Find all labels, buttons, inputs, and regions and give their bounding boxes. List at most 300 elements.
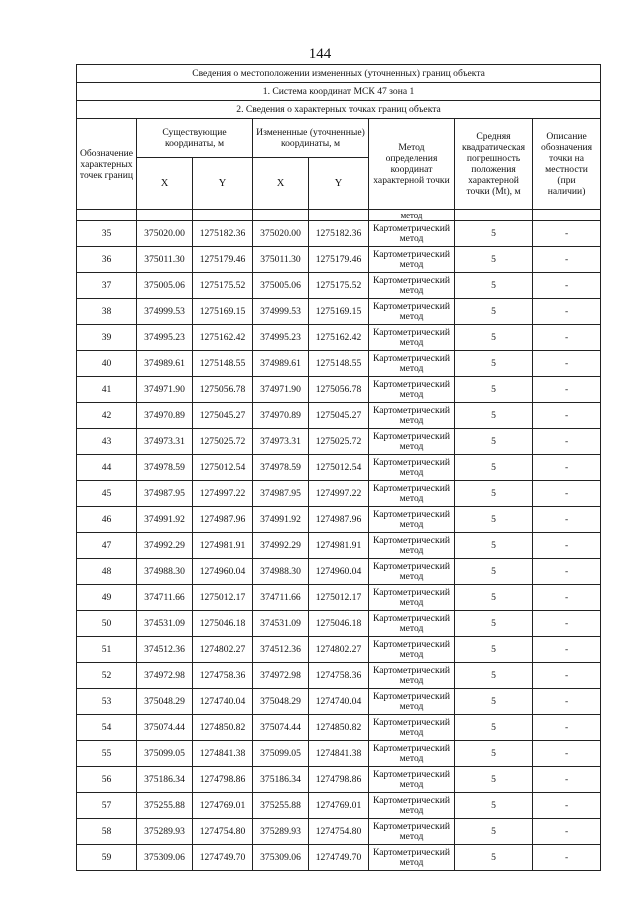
- section-heading: 2. Сведения о характерных точках границ объекта: [77, 101, 601, 119]
- cell-existing-y: 1274997.22: [193, 481, 253, 507]
- table-row: [77, 455, 601, 481]
- cell-point-number: 44: [77, 455, 137, 481]
- method-line: Картометрический: [373, 612, 450, 624]
- method-line: Картометрический: [373, 742, 450, 754]
- cell-existing-y: 1274798.86: [193, 767, 253, 793]
- method-line: метод: [399, 726, 424, 738]
- cell-accuracy: 5: [455, 819, 533, 845]
- cell-existing-y: 1275169.15: [193, 299, 253, 325]
- table-row: [77, 351, 601, 377]
- method-line: Картометрический: [373, 456, 450, 468]
- header-line: координаты, м: [164, 138, 225, 149]
- cell-point-number: 51: [77, 637, 137, 663]
- cell-existing-x: 375099.05: [137, 741, 193, 767]
- table-row: [77, 299, 601, 325]
- method-line: Картометрический: [373, 352, 450, 364]
- cell-existing-x: 374992.29: [137, 533, 193, 559]
- cell-existing-x: 374991.92: [137, 507, 193, 533]
- cell-point-number: 53: [77, 689, 137, 715]
- cell-point-number: 58: [77, 819, 137, 845]
- cell-changed-x: 374989.61: [253, 351, 309, 377]
- cell-existing-y: 1274802.27: [193, 637, 253, 663]
- method-line: метод: [399, 804, 424, 816]
- cell-method: [369, 611, 455, 637]
- cell-accuracy: 5: [455, 767, 533, 793]
- cell-point-number: 49: [77, 585, 137, 611]
- method-line: метод: [399, 518, 424, 530]
- cell-description: -: [533, 715, 601, 741]
- cell-method: [369, 793, 455, 819]
- cell-accuracy: 5: [455, 325, 533, 351]
- cell-existing-x: 375020.00: [137, 221, 193, 247]
- cell-changed-x: 375048.29: [253, 689, 309, 715]
- cell-changed-y: 1275182.36: [309, 221, 369, 247]
- cell-point-number: 48: [77, 559, 137, 585]
- method-line: Картометрический: [373, 326, 450, 338]
- cell-description: -: [533, 793, 601, 819]
- header-line: Описание: [546, 131, 587, 142]
- header-line: положения: [471, 164, 516, 175]
- cell-accuracy: 5: [455, 559, 533, 585]
- cell-method: [369, 767, 455, 793]
- cell-existing-x: 374971.90: [137, 377, 193, 403]
- table-row: [77, 403, 601, 429]
- cell-existing-y: 1275182.36: [193, 221, 253, 247]
- header-description: [533, 119, 601, 210]
- header-point-designation: [77, 119, 137, 210]
- cell-existing-x: 374978.59: [137, 455, 193, 481]
- cell-description: -: [533, 533, 601, 559]
- cell-changed-x: 374995.23: [253, 325, 309, 351]
- cell-accuracy: 5: [455, 663, 533, 689]
- method-line: метод: [399, 362, 424, 374]
- cell-method: [369, 845, 455, 871]
- cell-description: -: [533, 819, 601, 845]
- cell-changed-x: 375186.34: [253, 767, 309, 793]
- method-line: Картометрический: [373, 248, 450, 260]
- cell-point-number: 56: [77, 767, 137, 793]
- cell-description: -: [533, 507, 601, 533]
- cell-description: -: [533, 221, 601, 247]
- cell-changed-y: 1274749.70: [309, 845, 369, 871]
- cell-changed-x: 374711.66: [253, 585, 309, 611]
- header-existing-x: X: [137, 158, 193, 210]
- method-line: метод: [399, 414, 424, 426]
- cell-method: [369, 715, 455, 741]
- cell-accuracy: 5: [455, 845, 533, 871]
- table-row: [77, 663, 601, 689]
- method-line: метод: [399, 856, 424, 868]
- cell-existing-y: 1275012.17: [193, 585, 253, 611]
- cell-changed-y: 1275148.55: [309, 351, 369, 377]
- method-line: Картометрический: [373, 300, 450, 312]
- cell-accuracy: 5: [455, 507, 533, 533]
- cell-accuracy: 5: [455, 273, 533, 299]
- method-line: Картометрический: [373, 482, 450, 494]
- cell-method: [369, 741, 455, 767]
- cell-description: -: [533, 273, 601, 299]
- page-number: 144: [308, 46, 332, 62]
- cell-description: -: [533, 403, 601, 429]
- cell-existing-y: 1274987.96: [193, 507, 253, 533]
- cell-changed-y: 1274981.91: [309, 533, 369, 559]
- header-line: Метод: [398, 142, 425, 153]
- cell-changed-y: 1275046.18: [309, 611, 369, 637]
- cell-description: -: [533, 377, 601, 403]
- cell-method: [369, 819, 455, 845]
- cell-changed-y: 1274802.27: [309, 637, 369, 663]
- cell-changed-x: 374970.89: [253, 403, 309, 429]
- cell-changed-x: 375099.05: [253, 741, 309, 767]
- method-line: Картометрический: [373, 768, 450, 780]
- cell-existing-y: 1275045.27: [193, 403, 253, 429]
- cell-changed-y: 1275169.15: [309, 299, 369, 325]
- continuation-row: [77, 210, 601, 221]
- cell-accuracy: 5: [455, 611, 533, 637]
- cell-method: [369, 273, 455, 299]
- cell-accuracy: 5: [455, 689, 533, 715]
- cell-description: -: [533, 611, 601, 637]
- cell-method: [369, 455, 455, 481]
- cell-method: [369, 533, 455, 559]
- cell-existing-x: 375289.93: [137, 819, 193, 845]
- cell-existing-y: 1275046.18: [193, 611, 253, 637]
- cell-point-number: 45: [77, 481, 137, 507]
- cell-accuracy: 5: [455, 481, 533, 507]
- cell-existing-x: 374999.53: [137, 299, 193, 325]
- table-row: [77, 611, 601, 637]
- method-line: Картометрический: [373, 690, 450, 702]
- method-line: Картометрический: [373, 560, 450, 572]
- cell-accuracy: 5: [455, 715, 533, 741]
- method-line: Картометрический: [373, 638, 450, 650]
- cell-point-number: 59: [77, 845, 137, 871]
- cell-point-number: 52: [77, 663, 137, 689]
- cell-existing-x: 375048.29: [137, 689, 193, 715]
- cell-changed-x: 374971.90: [253, 377, 309, 403]
- cell-accuracy: 5: [455, 455, 533, 481]
- header-line: определения: [385, 153, 438, 164]
- header-line: характерной: [468, 175, 519, 186]
- header-line: Измененные (уточненные): [256, 127, 365, 138]
- table-row: [77, 689, 601, 715]
- table-row: [77, 819, 601, 845]
- cell-changed-y: 1274758.36: [309, 663, 369, 689]
- cell-changed-x: 375289.93: [253, 819, 309, 845]
- cell-point-number: 50: [77, 611, 137, 637]
- cell-accuracy: 5: [455, 403, 533, 429]
- cell-description: -: [533, 299, 601, 325]
- header-changed-coords: [253, 119, 369, 158]
- method-line: Картометрический: [373, 534, 450, 546]
- cell-existing-x: 374972.98: [137, 663, 193, 689]
- cell-point-number: 43: [77, 429, 137, 455]
- table-row: [77, 325, 601, 351]
- cell-method: [369, 559, 455, 585]
- cell-description: -: [533, 325, 601, 351]
- cell-existing-x: 374531.09: [137, 611, 193, 637]
- method-line: метод: [399, 466, 424, 478]
- table-row: [77, 741, 601, 767]
- cell-existing-x: 374970.89: [137, 403, 193, 429]
- cell-existing-x: 374711.66: [137, 585, 193, 611]
- table-title: Сведения о местоположении измененных (уточненных) границ объекта: [77, 65, 601, 83]
- method-line: метод: [399, 284, 424, 296]
- table-row: [77, 559, 601, 585]
- cell-existing-y: 1274754.80: [193, 819, 253, 845]
- table-row: [77, 793, 601, 819]
- cell-accuracy: 5: [455, 793, 533, 819]
- cell-changed-x: 375255.88: [253, 793, 309, 819]
- cell-changed-y: 1274850.82: [309, 715, 369, 741]
- method-line: Картометрический: [373, 430, 450, 442]
- cell-changed-x: 374999.53: [253, 299, 309, 325]
- cell-existing-x: 374989.61: [137, 351, 193, 377]
- header-line: погрешность: [466, 153, 521, 164]
- cell-existing-y: 1274841.38: [193, 741, 253, 767]
- cell-changed-y: 1275056.78: [309, 377, 369, 403]
- cell-changed-y: 1275012.54: [309, 455, 369, 481]
- method-line: Картометрический: [373, 222, 450, 234]
- table-row: [77, 767, 601, 793]
- cell-description: -: [533, 481, 601, 507]
- method-line: Картометрический: [373, 664, 450, 676]
- cell-existing-y: 1275025.72: [193, 429, 253, 455]
- method-line: метод: [399, 700, 424, 712]
- cell-description: -: [533, 767, 601, 793]
- method-line: Картометрический: [373, 794, 450, 806]
- cell-method: [369, 481, 455, 507]
- cell-existing-y: 1275175.52: [193, 273, 253, 299]
- cell-method: [369, 429, 455, 455]
- cell-changed-y: 1274997.22: [309, 481, 369, 507]
- cell-point-number: 39: [77, 325, 137, 351]
- cell-existing-y: 1274960.04: [193, 559, 253, 585]
- cell-changed-y: 1275162.42: [309, 325, 369, 351]
- cell-existing-y: 1275148.55: [193, 351, 253, 377]
- cell-accuracy: 5: [455, 351, 533, 377]
- continuation-method: метод: [369, 210, 455, 221]
- method-line: метод: [399, 492, 424, 504]
- cell-description: -: [533, 351, 601, 377]
- header-line: координат: [390, 164, 433, 175]
- header-line: (при: [557, 175, 576, 186]
- cell-description: -: [533, 247, 601, 273]
- cell-changed-y: 1274798.86: [309, 767, 369, 793]
- cell-changed-y: 1274841.38: [309, 741, 369, 767]
- table-row: [77, 533, 601, 559]
- method-line: метод: [399, 622, 424, 634]
- header-line: квадратическая: [461, 142, 526, 153]
- method-line: Картометрический: [373, 846, 450, 858]
- method-line: метод: [399, 778, 424, 790]
- cell-changed-x: 374531.09: [253, 611, 309, 637]
- header-line: наличии): [547, 186, 586, 197]
- cell-existing-x: 374512.36: [137, 637, 193, 663]
- method-line: метод: [399, 752, 424, 764]
- cell-description: -: [533, 637, 601, 663]
- cell-existing-y: 1274758.36: [193, 663, 253, 689]
- table-row: [77, 585, 601, 611]
- table-row: [77, 429, 601, 455]
- cell-changed-y: 1274987.96: [309, 507, 369, 533]
- table-row: [77, 377, 601, 403]
- cell-point-number: 54: [77, 715, 137, 741]
- cell-existing-y: 1274850.82: [193, 715, 253, 741]
- cell-point-number: 40: [77, 351, 137, 377]
- table-row: [77, 221, 601, 247]
- method-line: Картометрический: [373, 820, 450, 832]
- cell-point-number: 55: [77, 741, 137, 767]
- cell-changed-x: 374973.31: [253, 429, 309, 455]
- cell-description: -: [533, 429, 601, 455]
- cell-point-number: 35: [77, 221, 137, 247]
- cell-method: [369, 689, 455, 715]
- cell-changed-x: 375020.00: [253, 221, 309, 247]
- header-existing-coords: [137, 119, 253, 158]
- cell-method: [369, 585, 455, 611]
- cell-changed-y: 1275179.46: [309, 247, 369, 273]
- header-method: [369, 119, 455, 210]
- cell-method: [369, 663, 455, 689]
- cell-accuracy: 5: [455, 741, 533, 767]
- method-line: метод: [399, 258, 424, 270]
- cell-description: -: [533, 663, 601, 689]
- header-line: точки на: [549, 153, 585, 164]
- cell-description: -: [533, 455, 601, 481]
- cell-changed-x: 374991.92: [253, 507, 309, 533]
- cell-point-number: 38: [77, 299, 137, 325]
- table-row: [77, 247, 601, 273]
- method-line: Картометрический: [373, 586, 450, 598]
- cell-existing-y: 1275056.78: [193, 377, 253, 403]
- cell-existing-y: 1274749.70: [193, 845, 253, 871]
- method-line: Картометрический: [373, 716, 450, 728]
- table-row: [77, 845, 601, 871]
- cell-existing-x: 374987.95: [137, 481, 193, 507]
- cell-point-number: 46: [77, 507, 137, 533]
- cell-existing-x: 374973.31: [137, 429, 193, 455]
- cell-existing-x: 375011.30: [137, 247, 193, 273]
- cell-changed-x: 374512.36: [253, 637, 309, 663]
- method-line: Картометрический: [373, 508, 450, 520]
- cell-changed-x: 375074.44: [253, 715, 309, 741]
- cell-accuracy: 5: [455, 377, 533, 403]
- cell-accuracy: 5: [455, 299, 533, 325]
- header-accuracy: [455, 119, 533, 210]
- cell-description: -: [533, 845, 601, 871]
- cell-existing-y: 1274740.04: [193, 689, 253, 715]
- cell-changed-y: 1275025.72: [309, 429, 369, 455]
- cell-accuracy: 5: [455, 247, 533, 273]
- cell-method: [369, 377, 455, 403]
- cell-existing-y: 1275012.54: [193, 455, 253, 481]
- method-line: метод: [399, 544, 424, 556]
- cell-point-number: 57: [77, 793, 137, 819]
- header-line: характерных: [80, 158, 133, 170]
- cell-existing-x: 375255.88: [137, 793, 193, 819]
- cell-changed-y: 1274740.04: [309, 689, 369, 715]
- table-row: [77, 273, 601, 299]
- cell-changed-x: 374992.29: [253, 533, 309, 559]
- header-line: Существующие: [162, 127, 227, 138]
- cell-method: [369, 637, 455, 663]
- cell-description: -: [533, 689, 601, 715]
- cell-changed-y: 1275012.17: [309, 585, 369, 611]
- table-row: [77, 481, 601, 507]
- cell-changed-x: 374972.98: [253, 663, 309, 689]
- cell-existing-x: 375186.34: [137, 767, 193, 793]
- cell-existing-x: 375309.06: [137, 845, 193, 871]
- cell-existing-x: 374995.23: [137, 325, 193, 351]
- cell-accuracy: 5: [455, 533, 533, 559]
- cell-changed-y: 1274769.01: [309, 793, 369, 819]
- cell-existing-x: 375074.44: [137, 715, 193, 741]
- method-line: Картометрический: [373, 404, 450, 416]
- header-line: характерной точки: [373, 175, 450, 186]
- header-line: Обозначение: [79, 147, 133, 159]
- header-line: точки (Mt), м: [466, 186, 521, 197]
- cell-changed-x: 375309.06: [253, 845, 309, 871]
- cell-existing-y: 1275162.42: [193, 325, 253, 351]
- cell-changed-x: 374987.95: [253, 481, 309, 507]
- header-line: обозначения: [541, 142, 593, 153]
- method-line: метод: [399, 310, 424, 322]
- cell-description: -: [533, 585, 601, 611]
- method-line: метод: [399, 440, 424, 452]
- cell-method: [369, 403, 455, 429]
- method-line: Картометрический: [373, 274, 450, 286]
- cell-existing-y: 1274769.01: [193, 793, 253, 819]
- cell-changed-y: 1274960.04: [309, 559, 369, 585]
- cell-point-number: 42: [77, 403, 137, 429]
- cell-changed-y: 1275175.52: [309, 273, 369, 299]
- cell-changed-y: 1275045.27: [309, 403, 369, 429]
- cell-point-number: 37: [77, 273, 137, 299]
- method-line: метод: [399, 596, 424, 608]
- cell-method: [369, 351, 455, 377]
- method-line: метод: [399, 388, 424, 400]
- header-changed-y: Y: [309, 158, 369, 210]
- method-line: метод: [399, 830, 424, 842]
- cell-method: [369, 221, 455, 247]
- table-row: [77, 507, 601, 533]
- cell-changed-x: 374978.59: [253, 455, 309, 481]
- header-changed-x: X: [253, 158, 309, 210]
- header-line: координаты, м: [280, 138, 341, 149]
- cell-accuracy: 5: [455, 221, 533, 247]
- cell-method: [369, 299, 455, 325]
- cell-accuracy: 5: [455, 585, 533, 611]
- cell-method: [369, 507, 455, 533]
- cell-existing-y: 1275179.46: [193, 247, 253, 273]
- cell-accuracy: 5: [455, 637, 533, 663]
- method-line: метод: [399, 648, 424, 660]
- table-row: [77, 637, 601, 663]
- method-line: метод: [399, 336, 424, 348]
- cell-point-number: 41: [77, 377, 137, 403]
- coordinate-system: 1. Система координат МСК 47 зона 1: [77, 83, 601, 101]
- cell-existing-x: 375005.06: [137, 273, 193, 299]
- method-line: Картометрический: [373, 378, 450, 390]
- cell-existing-y: 1274981.91: [193, 533, 253, 559]
- method-line: метод: [399, 232, 424, 244]
- cell-point-number: 47: [77, 533, 137, 559]
- cell-description: -: [533, 559, 601, 585]
- cell-method: [369, 325, 455, 351]
- header-line: местности: [545, 164, 588, 175]
- header-line: точек границ: [79, 169, 134, 181]
